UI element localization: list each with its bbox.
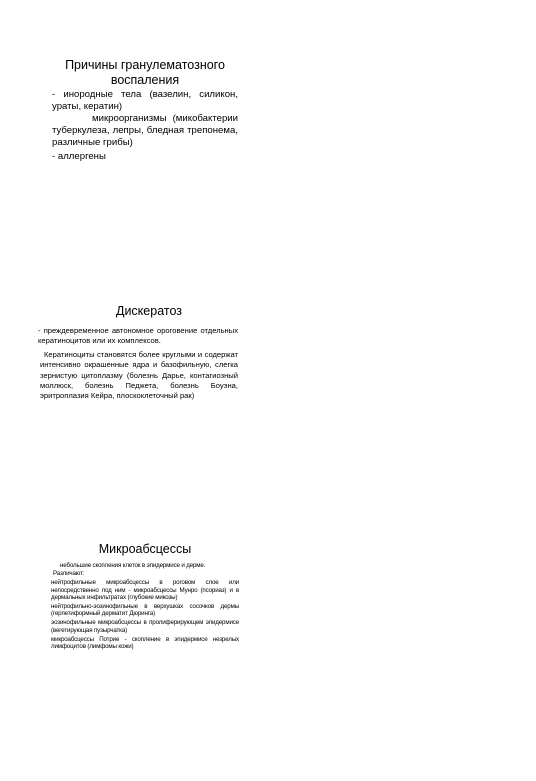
list-item: микроабсцессы Потрие - скопление в эпидермисе незрелых лимфоцитов (лимфомы кожи) — [51, 635, 239, 651]
list-item: небольшие скопления клеток в эпидермисе и дерме. — [60, 562, 206, 569]
section-title: Дискератоз — [115, 304, 182, 318]
list-item: Кератиноциты становятся более круглыми и содержат интенсивно окрашенные ядра и базофильную, слегка зернистую цитоплазму (болезнь Дарье, контагиозный моллюск, болезнь Педжета, болезнь Боуэна, эритроплазия Кейра, плоскоклеточный рак) — [40, 349, 238, 401]
list-item: микроорганизмы (микобактерии туберкулеза, лепры, бледная трепонема, различные грибы) — [52, 113, 238, 148]
section-microabscesses — [51, 542, 239, 650]
section-title: Микроабсцессы — [98, 542, 192, 556]
list-item: Различают: — [53, 570, 85, 578]
list-item: - инородные тела (вазелин, силикон, ураты, кератин) — [52, 89, 238, 112]
section-dyskeratosis — [38, 304, 238, 402]
section-granulomatous-inflammation — [52, 58, 238, 163]
list-item: нейтрофильно-эозинофильные в верхушках сосочков дермы (герпетиформный дерматит Дюринга) — [51, 603, 239, 618]
section-title: Причины гранулематозного воспаления — [65, 58, 225, 87]
list-item: - аллергены — [52, 151, 106, 162]
list-item: - преждевременное автономное ороговение отдельных кератиноцитов или их комплексов. — [38, 326, 238, 346]
list-item: эозинофильные микроабсцессы в пролиферирующем эпидермисе (вегетирующая пузырчатка) — [51, 619, 239, 634]
list-item: нейтрофильные микроабсцессы в роговом слое или непосредственно под ним - микроабсцессы Мунро (псориаз) и в дермальных инфильтратах (глубокие микозы) — [51, 579, 239, 601]
